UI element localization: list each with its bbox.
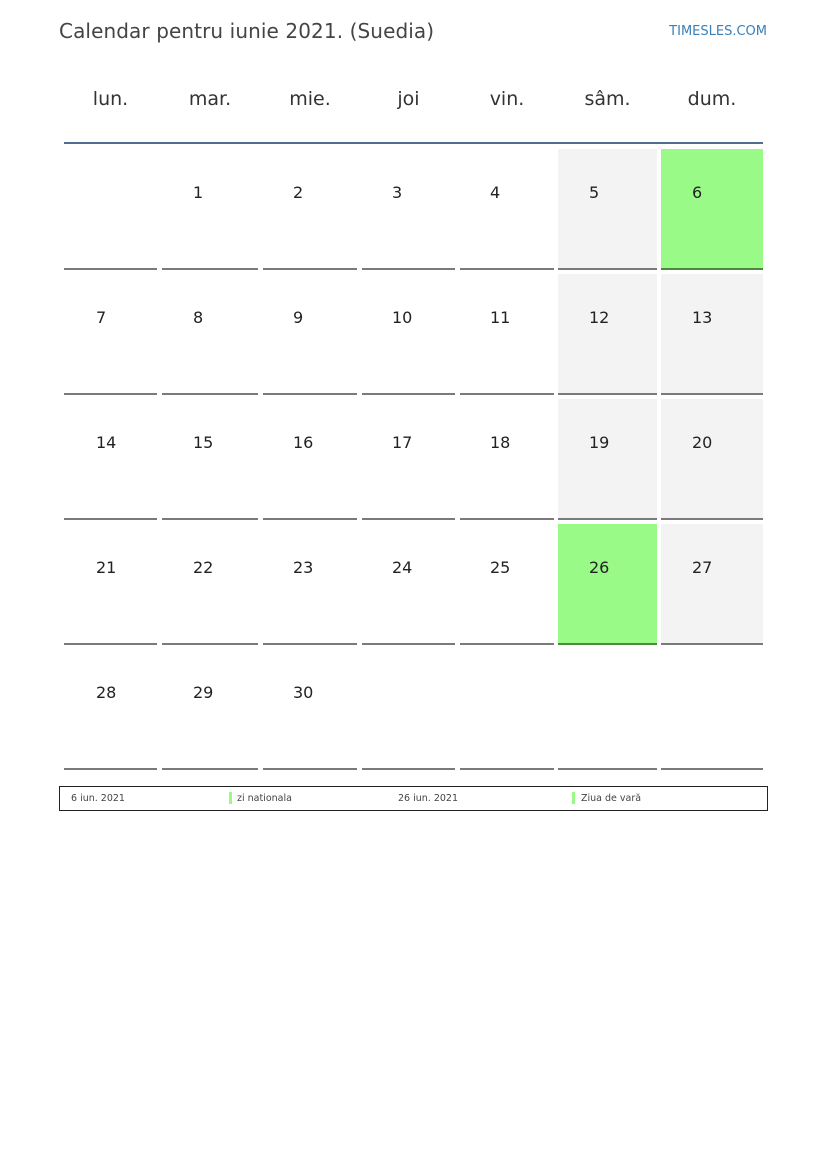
day-cell bbox=[263, 399, 357, 520]
empty-day-cell bbox=[362, 649, 455, 770]
day-number: 29 bbox=[193, 683, 214, 702]
legend-date: 6 iun. 2021 bbox=[71, 793, 125, 804]
weekday-label: sâm. bbox=[584, 88, 631, 110]
holiday-color-marker bbox=[572, 792, 575, 804]
day-cell bbox=[460, 524, 554, 645]
day-number: 8 bbox=[193, 308, 204, 327]
page-title: Calendar pentru iunie 2021. (Suedia) bbox=[59, 19, 435, 43]
day-cell bbox=[263, 149, 357, 270]
day-number: 3 bbox=[392, 183, 403, 202]
day-number: 24 bbox=[392, 558, 413, 577]
day-cell bbox=[661, 274, 763, 395]
day-cell bbox=[263, 274, 357, 395]
day-cell bbox=[558, 149, 657, 270]
day-cell bbox=[263, 649, 357, 770]
weekday-label: dum. bbox=[687, 88, 737, 110]
day-number: 1 bbox=[193, 183, 204, 202]
day-number: 21 bbox=[96, 558, 117, 577]
weekday-header-row bbox=[64, 88, 763, 120]
weekday-label: joi bbox=[397, 88, 420, 110]
day-number: 23 bbox=[293, 558, 314, 577]
day-number: 12 bbox=[589, 308, 610, 327]
day-cell bbox=[661, 524, 763, 645]
day-number: 26 bbox=[589, 558, 610, 577]
day-number: 7 bbox=[96, 308, 107, 327]
day-number: 11 bbox=[490, 308, 511, 327]
day-cell bbox=[661, 399, 763, 520]
day-number: 16 bbox=[293, 433, 314, 452]
day-number: 4 bbox=[490, 183, 501, 202]
day-cell bbox=[661, 149, 763, 270]
empty-day-cell bbox=[64, 149, 157, 270]
legend-holiday-name: Ziua de vară bbox=[581, 793, 642, 804]
day-number: 13 bbox=[692, 308, 713, 327]
weekday-label: mie. bbox=[289, 88, 331, 110]
day-cell bbox=[64, 649, 157, 770]
day-cell bbox=[362, 399, 455, 520]
day-cell bbox=[64, 399, 157, 520]
day-number: 25 bbox=[490, 558, 511, 577]
day-cell bbox=[162, 649, 258, 770]
legend-holiday-name: zi nationala bbox=[237, 793, 292, 804]
holiday-legend bbox=[59, 786, 768, 811]
day-number: 22 bbox=[193, 558, 214, 577]
day-cell bbox=[460, 149, 554, 270]
day-cell bbox=[64, 274, 157, 395]
day-cell bbox=[162, 524, 258, 645]
empty-day-cell bbox=[558, 649, 657, 770]
day-number: 18 bbox=[490, 433, 511, 452]
weekday-label: lun. bbox=[92, 88, 129, 110]
empty-day-cell bbox=[661, 649, 763, 770]
day-number: 15 bbox=[193, 433, 214, 452]
day-number: 9 bbox=[293, 308, 304, 327]
day-number: 6 bbox=[692, 183, 703, 202]
day-number: 19 bbox=[589, 433, 610, 452]
day-number: 27 bbox=[692, 558, 713, 577]
holiday-color-marker bbox=[229, 792, 232, 804]
day-cell bbox=[162, 399, 258, 520]
day-cell bbox=[263, 524, 357, 645]
day-number: 5 bbox=[589, 183, 600, 202]
day-cell bbox=[162, 274, 258, 395]
day-number: 20 bbox=[692, 433, 713, 452]
weekday-label: mar. bbox=[188, 88, 232, 110]
empty-day-cell bbox=[460, 649, 554, 770]
day-number: 28 bbox=[96, 683, 117, 702]
day-cell bbox=[362, 524, 455, 645]
day-cell bbox=[362, 149, 455, 270]
legend-date: 26 iun. 2021 bbox=[398, 793, 459, 804]
day-cell bbox=[558, 524, 657, 645]
day-cell bbox=[64, 524, 157, 645]
day-number: 30 bbox=[293, 683, 314, 702]
day-cell bbox=[558, 274, 657, 395]
day-cell bbox=[460, 274, 554, 395]
header-divider bbox=[64, 142, 763, 144]
day-number: 17 bbox=[392, 433, 413, 452]
day-cell bbox=[558, 399, 657, 520]
day-number: 10 bbox=[392, 308, 413, 327]
day-cell bbox=[162, 149, 258, 270]
day-number: 14 bbox=[96, 433, 117, 452]
weekday-label: vin. bbox=[489, 88, 525, 110]
day-cell bbox=[362, 274, 455, 395]
day-cell bbox=[460, 399, 554, 520]
brand-link[interactable]: TIMESLES.COM bbox=[669, 24, 767, 39]
day-number: 2 bbox=[293, 183, 304, 202]
